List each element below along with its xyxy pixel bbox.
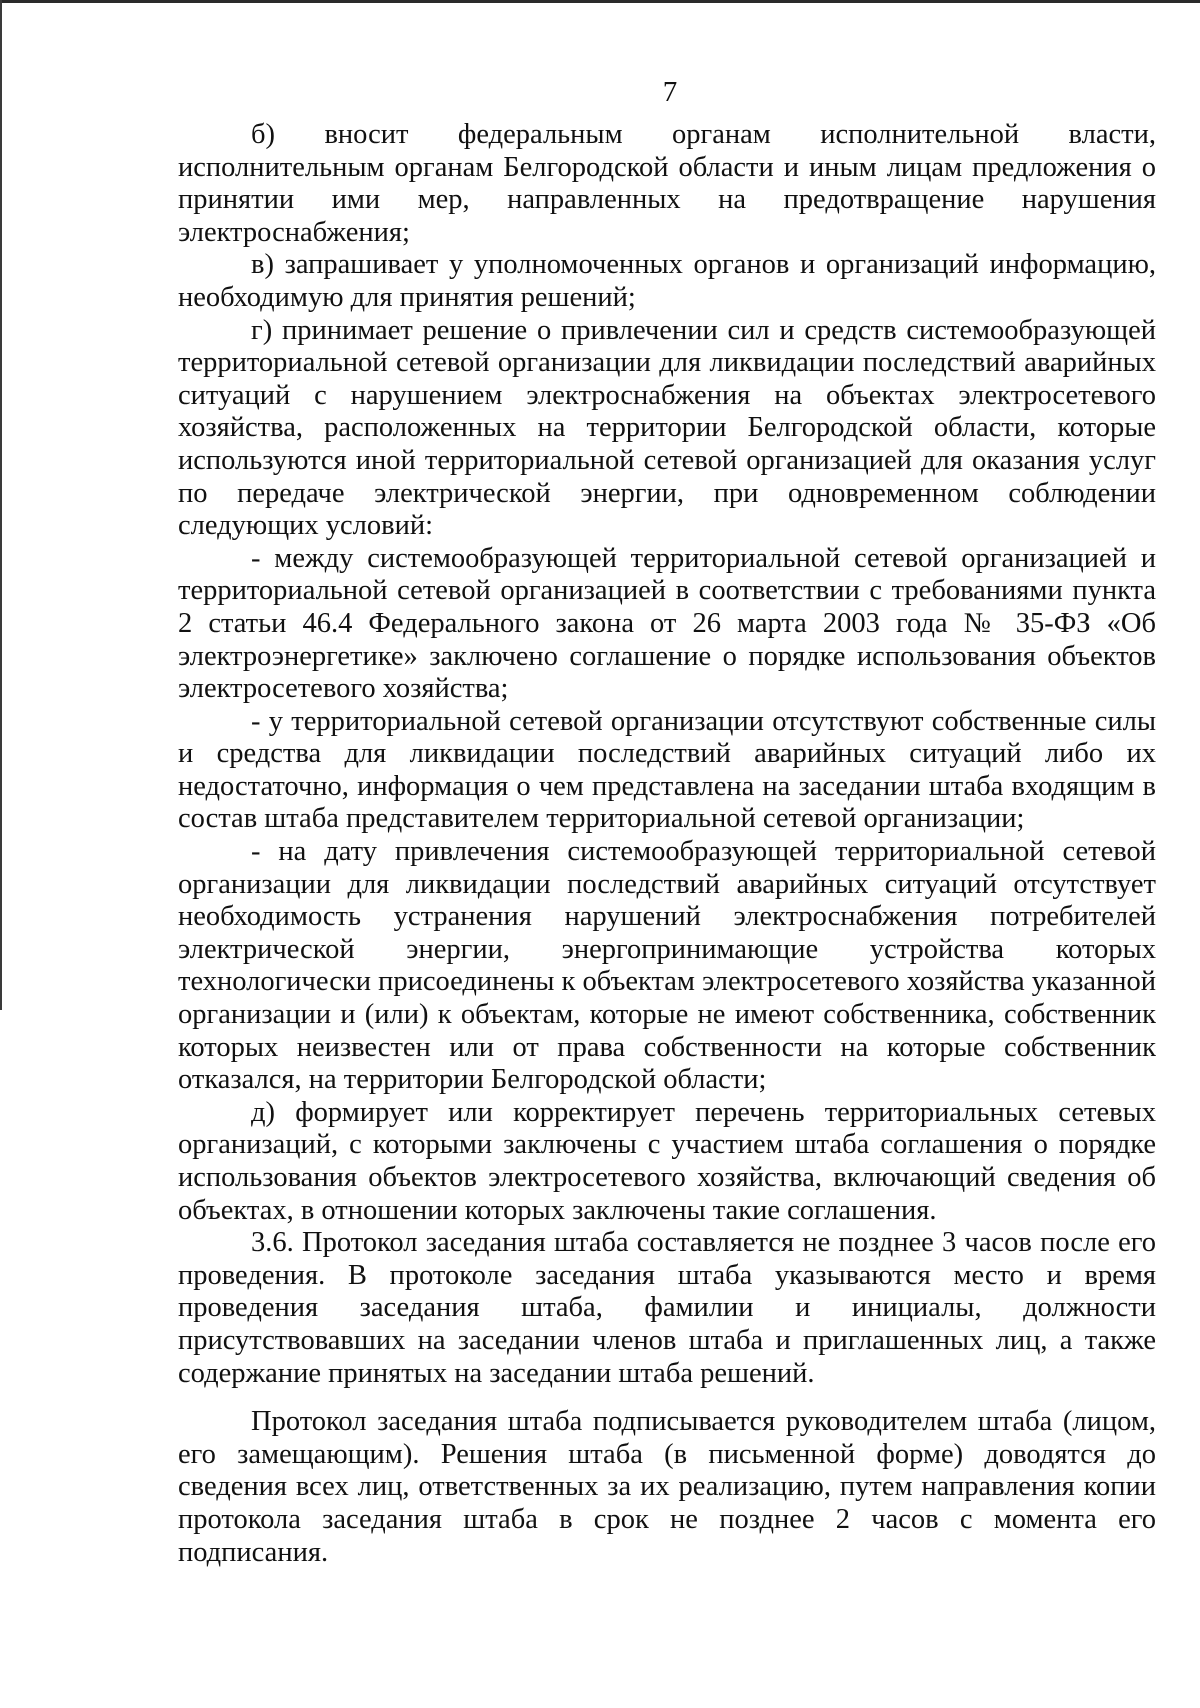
- paragraph-v: в) запрашивает у уполномоченных органов и организаций информацию, необходимую для принятия решений;: [178, 249, 1156, 313]
- paragraph-g: г) принимает решение о привлечении сил и средств системообразующей территориальной сетевой организации для ликвидации последствий аварийных ситуаций с нарушением электроснабжения на объектах электросетевого хозяйства, расположенных на территории Белгородской области, которые используются иной территориальной сетевой организацией для оказания услуг по передаче электрической энергии, при одновременном соблюдении следующих условий:: [178, 314, 1156, 542]
- paragraph-3-6: 3.6. Протокол заседания штаба составляется не позднее 3 часов после его проведения. В протоколе заседания штаба указываются место и время проведения заседания штаба, фамилии и инициалы, должности присутствовавших на заседании членов штаба и приглашенных лиц, а также содержание принятых на заседании штаба решений.: [178, 1227, 1156, 1389]
- paragraph-b: б) вносит федеральным органам исполнительной власти, исполнительным органам Белгородской области и иным лицам предложения о принятии ими мер, направленных на предотвращение нарушения электроснабжения;: [178, 119, 1156, 248]
- document-body: [178, 119, 1156, 1569]
- paragraph-condition-3: - на дату привлечения системообразующей территориальной сетевой организации для ликвидации последствий аварийных ситуаций отсутствует необходимость устранения нарушений электроснабжения потребителей электрической энергии, энергопринимающие устройства которых технологически присоединены к объектам электросетевого хозяйства указанной организации и (или) к объектам, которые не имеют собственника, собственник которых неизвестен или от права собственности на которые собственник отказался, на территории Белгородской области;: [178, 836, 1156, 1096]
- paragraph-d: д) формирует или корректирует перечень территориальных сетевых организаций, с которыми заключены с участием штаба соглашения о порядке использования объектов электросетевого хозяйства, включающий сведения об объектах, в отношении которых заключены такие соглашения.: [178, 1096, 1156, 1226]
- page-number: 7: [662, 76, 678, 108]
- paragraph-condition-1: - между системообразующей территориальной сетевой организацией и территориальной сетевой организацией в соответствии с требованиями пункта 2 статьи 46.4 Федерального закона от 26 марта 2003 года № 35-ФЗ «Об электроэнергетике» заключено соглашение о порядке использования объектов электросетевого хозяйства;: [178, 542, 1156, 705]
- paragraph-condition-2: - у территориальной сетевой организации отсутствуют собственные силы и средства для ликвидации последствий аварийных ситуаций либо их недостаточно, информация о чем представлена на заседании штаба входящим в состав штаба представителем территориальной сетевой организации;: [178, 705, 1156, 835]
- scan-left-edge: [0, 0, 2, 1010]
- scan-top-edge: [0, 0, 1200, 3]
- paragraph-protocol-signing: Протокол заседания штаба подписывается руководителем штаба (лицом, его замещающим). Решения штаба (в письменной форме) доводятся до сведения всех лиц, ответственных за их реализацию, путем направления копии протокола заседания штаба в срок не позднее 2 часов с момента его подписания.: [178, 1406, 1156, 1568]
